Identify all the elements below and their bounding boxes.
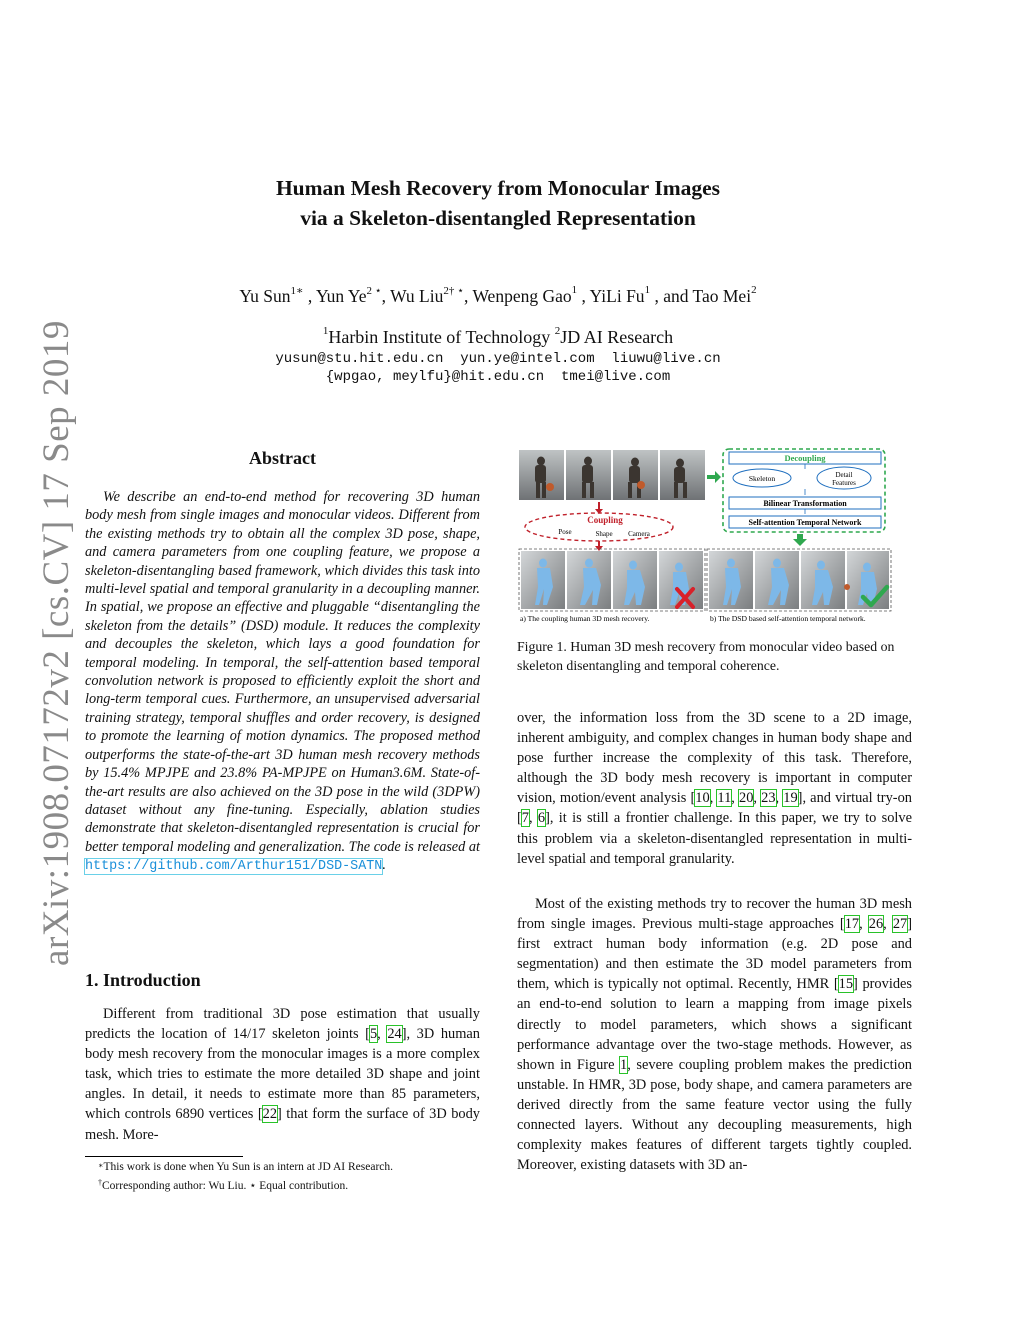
footnote-mark: † [98, 1178, 102, 1187]
title-line-1: Human Mesh Recovery from Monocular Images [275, 176, 721, 200]
author: Yu Sun [239, 286, 291, 306]
abstract-heading: Abstract [249, 448, 316, 468]
email-line-1: yusun@stu.hit.edu.cn yun.ye@intel.com liuwu@live.cn [275, 351, 721, 367]
text: ], and virtual try-on [ [517, 790, 912, 827]
arxiv-stamp: arXiv:1908.07172v2 [cs.CV] 17 Sep 2019 [36, 320, 77, 966]
author: Wu Liu [390, 286, 444, 306]
arrow-down-decoupling [793, 534, 807, 546]
citation-link[interactable]: 23 [761, 790, 776, 807]
dsd-result-frames [707, 549, 891, 611]
abstract-text: We describe an end-to-end method for recovering 3D human body mesh from single images and monocular videos. Different from the existing methods try to obtain all the complex 3D pose, shape, and camera parameters from one coupling feature, we propose a skeleton-disentangling based framework, which divides this task into multi-level spatial and temporal granularity in a decoupling manner. In spatial, we propose an effective and pluggable “disentangling the skeleton from the details” (DSD) module. It reduces the complexity and decouples the skeleton, which lays a good foundation for temporal modeling. In temporal, the self-attention based temporal convolution network is proposed to efficiently exploit the short and long-term temporal cues. Furthermore, an unsupervised adversarial training strategy, temporal shuffles and order recovery, is designed to promote the learning of motion dynamics. The proposed method outperforms the state-of-the-art 3D human mesh recovery methods by 15.4% MPJPE and 23.8% PA-MPJPE on Human3.6M. State-of-the-art results are also achieved on the 3D pose in the wild (3DPW) dataset without any fine-tuning. Especially, ablation studies demonstrate that skeleton-disentangled representation is crucial for better temporal modeling and generalization. The code is released at [85, 489, 480, 855]
features-label: Features [832, 479, 856, 487]
text: ], it is still a frontier challenge. In this paper, we try to solve this problem via a skeleton-disentangled representation in multi-level spatial and temporal granularity. [517, 810, 912, 867]
author: Wenpeng Gao [472, 286, 572, 306]
author: Tao Mei [692, 286, 752, 306]
citation-link[interactable]: 17 [844, 916, 860, 933]
affiliation-1: Harbin Institute of Technology [328, 327, 551, 347]
footnote-rule [85, 1156, 243, 1157]
citation-link[interactable]: 19 [783, 790, 798, 807]
citation-link[interactable]: 20 [739, 790, 754, 807]
subcaption-a: a) The coupling human 3D mesh recovery. [520, 614, 650, 623]
email-line-2: {wpgao, meylfu}@hit.edu.cn tmei@live.com [325, 369, 671, 385]
citation-link[interactable]: 24 [387, 1026, 402, 1043]
code-link[interactable]: https://github.com/Arthur151/DSD-SATN [85, 859, 383, 875]
citation-link[interactable]: 5 [369, 1026, 378, 1043]
input-video-frames [519, 450, 705, 500]
text: ] first extract human body information (e.g. 2D pose and segmentation) and then estimate the 3D model parameters from them, which is typically not optimal. Recently, HMR [ [517, 916, 913, 993]
footnote-1 [98, 1161, 393, 1173]
author-sup: 2 [751, 284, 757, 296]
footnote-mark: ∗ [98, 1161, 104, 1170]
abstract-end: . [382, 857, 386, 874]
figure-1 [517, 447, 893, 627]
author-sup: 1 [571, 284, 578, 296]
text: Different from traditional 3D pose estimation that usually predicts the location of 14/17 skeleton joints [ [85, 1006, 480, 1043]
text: ], 3D human body mesh recovery from the monocular images is a more complex task, which tries to estimate the more detailed 3D shape and joint angles. In detail, it needs to estimate more than 85 parameters, which controls 6890 vertices [ [85, 1026, 480, 1123]
text: over, the information loss from the 3D scene to a 2D image, inherent ambiguity, and complex changes in human body shape and pose further increase the complexity of this task. Therefore, although the 3D body mesh recovery is important in computer vision, motion/event analysis [ [517, 710, 912, 807]
text: , severe coupling problem makes the prediction unstable. In HMR, 3D pose, body shape, and camera parameters are derived directly from the same feature vector using the fully connected layers. Without any decoupling measurements, high complexity makes features of different targets tightly coupled. Moreover, existing datasets with 3D an- [517, 1056, 912, 1174]
subcaption-b: b) The DSD based self-attention temporal network. [710, 614, 866, 623]
citation-link[interactable]: 15 [838, 976, 854, 993]
citation-link[interactable]: 7 [521, 810, 529, 827]
author-sup: 2† ⋆ [443, 285, 464, 297]
affil-sup: 1 [322, 325, 329, 337]
pose-label: Pose [558, 528, 572, 536]
author-sup: 1 [644, 284, 651, 296]
text: ] provides an end-to-end solution to learn a mapping from image pixels directly to model parameters, which shows a significant performance advantage over the two-stage methods. However, as shown in Figure [517, 976, 912, 1073]
shape-label: Shape [595, 530, 613, 538]
abstract-body [85, 488, 480, 877]
decoupling-label: Decoupling [784, 453, 826, 463]
author-list: Yu Sun$^{1∗}$ , Yun $Ye^{2 ⋆}$, Wu Liu$^{2\dagger ⋆}$, Wenpeng Gao$^1$ , YiLi Fu$^1$ , and Tao Mei$^2$ [239, 284, 757, 306]
footnote-text: Corresponding author: Wu Liu. ⋆ Equal contribution. [102, 1180, 349, 1192]
citation-link[interactable]: 27 [892, 916, 908, 933]
text: Most of the existing methods try to recover the human 3D mesh from single images. Previous multi-stage approaches [ [517, 896, 912, 933]
right-paragraph-2: Most of the existing methods try to recover the human 3D mesh from single images. Previous multi-stage approaches [17, 26, 27] first extract human body information (e.g. 2D pose and segmentation) and then estimate the 3D model parameters from them, which is typically not optimal. Recently, HMR [15] provides an end-to-end solution to learn a mapping from image pixels directly to model parameters, which shows a significant performance advantage over the two-stage methods. However, as shown in Figure 1, severe coupling problem makes the prediction unstable. In HMR, 3D pose, body shape, and camera parameters are derived directly from the same feature vector using the fully connected layers. Without any decoupling measurements, high complexity makes features of different targets tightly coupled. Moreover, existing datasets with 3D an- [517, 896, 913, 1174]
author: Yun Ye [315, 286, 367, 306]
section-heading-introduction: 1. Introduction [85, 970, 201, 990]
affiliation-2: JD AI Research [560, 327, 674, 347]
intro-paragraph: Different from traditional 3D pose estimation that usually predicts the location of 14/17 skeleton joints [5, 24], 3D human body mesh recovery from the monocular images is a more complex task, which tries to estimate the more detailed 3D shape and joint angles. In detail, it needs to estimate more than 85 parameters, which controls 6890 vertices [22] that form the surface of 3D body mesh. More- [85, 1006, 480, 1143]
paper-title [120, 173, 876, 233]
right-paragraph-1: over, the information loss from the 3D scene to a 2D image, inherent ambiguity, and complex changes in human body shape and pose further increase the complexity of this task. Therefore, although the 3D body mesh recovery is important in computer vision, motion/event analysis [10, 11, 20, 23, 19], and virtual try-on [7, 6], it is still a frontier challenge. In this paper, we try to solve this problem via a skeleton-disentangled representation in multi-level spatial and temporal granularity. [517, 710, 912, 867]
bilinear-label: Bilinear Transformation [763, 499, 847, 508]
footnote-2 [98, 1178, 348, 1192]
citation-link[interactable]: 6 [537, 810, 546, 827]
detail-label: Detail [835, 471, 853, 479]
affil-sup: 2 [554, 325, 561, 337]
satn-label: Self-attention Temporal Network [748, 518, 862, 527]
coupling-label: Coupling [587, 515, 623, 525]
title-line-2: via a Skeleton-disentangled Representation [300, 206, 696, 230]
text: ] that form the surface of 3D body mesh. More- [85, 1106, 480, 1143]
citation-link[interactable]: 26 [868, 916, 884, 933]
skeleton-label: Skeleton [748, 474, 776, 483]
author-sup: 2 ⋆ [366, 285, 382, 297]
author-sup: 1∗ [290, 285, 304, 297]
camera-label: Camera [628, 530, 650, 538]
figure-link[interactable]: 1 [620, 1056, 628, 1073]
arrow-right [707, 471, 721, 483]
citation-link[interactable]: 22 [262, 1106, 278, 1123]
figure-caption: Figure 1. Human 3D mesh recovery from monocular video based on skeleton disentangling and temporal coherence. [517, 639, 895, 673]
citation-link[interactable]: 11 [717, 790, 732, 807]
coupled-result-frames [519, 549, 705, 611]
citation-link[interactable]: 10 [695, 790, 710, 807]
footnote-text: This work is done when Yu Sun is an intern at JD AI Research. [103, 1161, 394, 1173]
affiliations [120, 327, 876, 348]
author: YiLi Fu [589, 286, 645, 306]
